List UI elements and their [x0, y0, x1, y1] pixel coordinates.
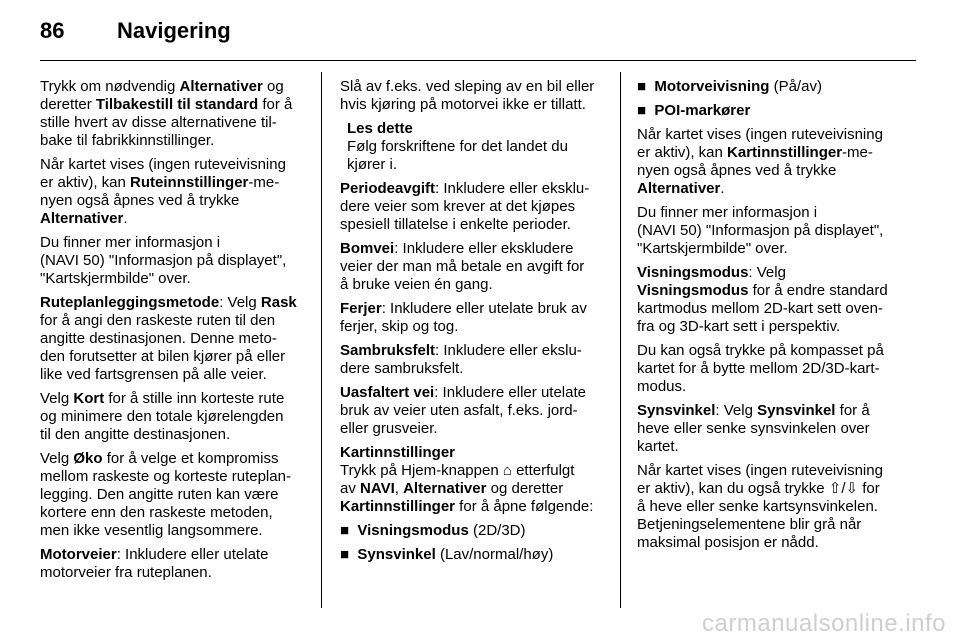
- column-divider-2: [620, 72, 621, 608]
- paragraph-period-fee: Periodeavgift: Inkludere eller eksklu- dere veier som krever at det kjøpes spesiell tillatelse i enkelte perioder.: [340, 180, 590, 233]
- paragraph-view-angle: Synsvinkel: Velg Synsvinkel for å heve eller senke synsvinkelen over kartet.: [637, 402, 870, 455]
- paragraph-motorways: Motorveier: Inkludere eller utelate motorveier fra ruteplanen.: [40, 546, 269, 581]
- home-icon: ⌂: [502, 462, 512, 479]
- up-down-arrows-icon: ⇧/⇩: [828, 480, 859, 497]
- paragraph-reset: Trykk om nødvendig Alternativer og deretter Tilbakestill til standard for å stille hvert av disse alternativene til- bake til fabrikkinnstillinger.: [40, 78, 293, 149]
- section-heading: Kartinnstillinger: [340, 444, 456, 461]
- note-title: Les dette: [347, 120, 413, 137]
- column-2: [340, 78, 608, 570]
- paragraph-more-info: Du finner mer informasjon i (NAVI 50) "Informasjon på displayet", "Kartskjermbilde" over.: [40, 234, 287, 287]
- column-divider-1: [321, 72, 322, 608]
- paragraph-map-settings: Kartinnstillinger Trykk på Hjem-knappen ⌂ etterfulgt av NAVI, Alternativer og deretter Kartinnstillinger for å åpne følgende:: [340, 444, 594, 515]
- paragraph-towing: Slå av f.eks. ved sleping av en bil eller hvis kjøring på motorvei ikke er tillatt.: [340, 78, 595, 113]
- paragraph-view-mode: Visningsmodus: Velg Visningsmodus for å endre standard kartmodus mellom 2D-kart sett oven- fra og 3D-kart sett i perspektiv.: [637, 264, 888, 335]
- paragraph-ferries: Ferjer: Inkludere eller utelate bruk av ferjer, skip og tog.: [340, 300, 587, 335]
- paragraph-more-info: Du finner mer informasjon i (NAVI 50) "Informasjon på displayet", "Kartskjermbilde" over.: [637, 204, 884, 257]
- paragraph-unpaved: Uasfaltert vei: Inkludere eller utelate bruk av veier uten asfalt, f.eks. jord- eller grusveier.: [340, 384, 586, 437]
- paragraph-eco: Velg Øko for å velge et kompromiss mellom raskeste og korteste ruteplan- legging. Den angitte ruten kan være kortere enn den raskeste metoden, men ikke vesentlig langsommere.: [40, 450, 291, 539]
- paragraph-up-down: Når kartet vises (ingen ruteveivisning er aktiv), kan du også trykke ⇧/⇩ for å heve eller senke kartsynsvinkelen. Betjeningselementene blir grå når maksimal posisjon er nådd.: [637, 462, 883, 551]
- paragraph-toll-road: Bomvei: Inkludere eller ekskludere veier der man må betale en avgift for å bruke veien én gang.: [340, 240, 585, 293]
- list-item: ■ Visningsmodus (2D/3D): [340, 522, 608, 540]
- header-rule: [40, 60, 916, 61]
- page-title: Navigering: [117, 18, 231, 43]
- note-box: Les dette Følg forskriftene for det landet du kjører i.: [347, 120, 568, 173]
- watermark: carmanualsonline.info: [702, 610, 946, 637]
- paragraph-carpool-lane: Sambruksfelt: Inkludere eller ekslu- dere sambruksfelt.: [340, 342, 582, 377]
- column-1: [40, 78, 308, 588]
- paragraph-route-settings: Når kartet vises (ingen ruteveivisning er aktiv), kan Ruteinnstillinger-me- nyen også åpnes ved å trykke Alternativer.: [40, 156, 286, 227]
- list-item: ■ Motorveivisning (På/av): [637, 78, 907, 96]
- paragraph-map-settings-menu: Når kartet vises (ingen ruteveivisning er aktiv), kan Kartinnstillinger-me- nyen også åpnes ved å trykke Alternativer.: [637, 126, 883, 197]
- paragraph-route-method: Ruteplanleggingsmetode: Velg Rask for å angi den raskeste ruten til den angitte destinasjonen. Denne meto- den forutsetter at bilen kjører på eller like ved fartsgrensen på alle veier.: [40, 294, 297, 383]
- paragraph-compass: Du kan også trykke på kompasset på kartet for å bytte mellom 2D/3D-kart- modus.: [637, 342, 884, 395]
- column-3: [637, 78, 907, 558]
- paragraph-short: Velg Kort for å stille inn korteste rute og minimere den totale kjørelengden til den angitte destinasjonen.: [40, 390, 285, 443]
- page-number: 86: [40, 18, 65, 43]
- list-item: ■ Synsvinkel (Lav/normal/høy): [340, 546, 608, 564]
- list-item: ■ POI-markører: [637, 102, 907, 120]
